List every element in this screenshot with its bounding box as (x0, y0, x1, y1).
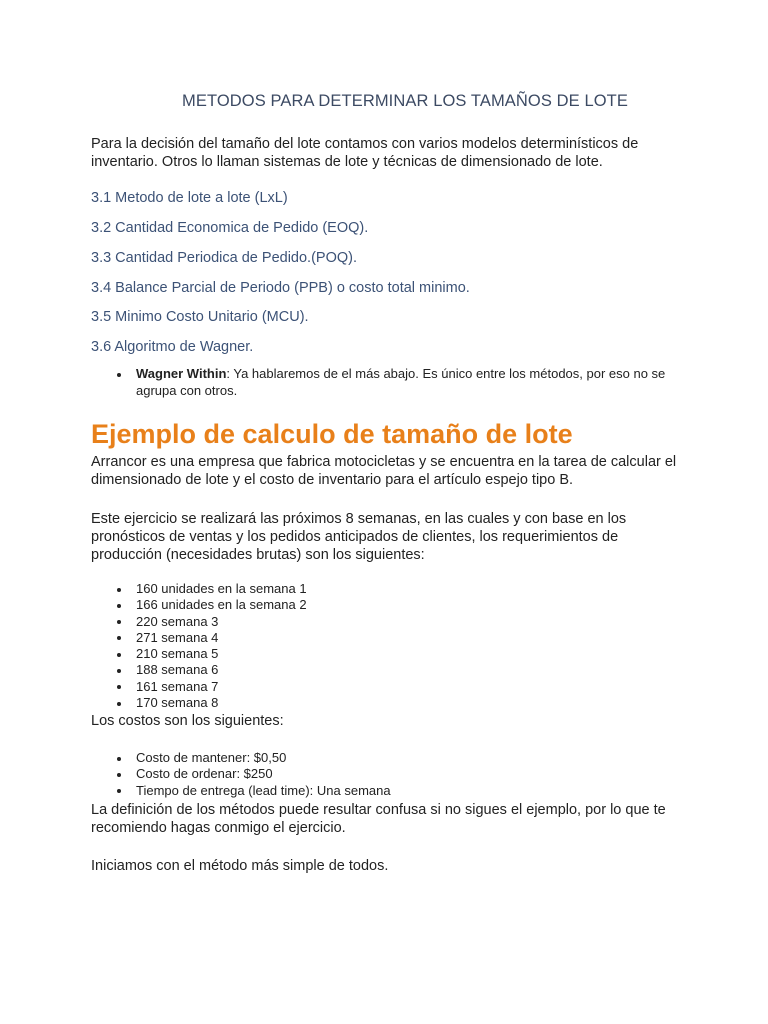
list-item: 220 semana 3 (117, 614, 307, 630)
toc-item-eoq: 3.2 Cantidad Economica de Pedido (EOQ). (91, 220, 369, 236)
list-item: Tiempo de entrega (lead time): Una semana (117, 783, 391, 799)
page-title: METODOS PARA DETERMINAR LOS TAMAÑOS DE LOTE (182, 92, 628, 110)
wagner-bullet (117, 366, 696, 399)
example-paragraph-2: Este ejercicio se realizará las próximos 8 semanas, en las cuales y con base en los pronósticos de ventas y los pedidos anticipados de clientes, los requerimientos de producción (necesidades brutas) son los siguientes: (91, 511, 627, 563)
costs-intro: Los costos son los siguientes: (91, 713, 284, 729)
list-item: Costo de mantener: $0,50 (117, 750, 391, 766)
list-item: 166 unidades en la semana 2 (117, 597, 307, 613)
wagner-bold-label: Wagner Within (136, 366, 227, 381)
wagner-description: : Ya hablaremos de el más abajo. Es único entre los métodos, por eso no se agrupa con otros. (136, 366, 666, 398)
toc-item-poq: 3.3 Cantidad Periodica de Pedido.(POQ). (91, 250, 357, 266)
list-item: 271 semana 4 (117, 630, 307, 646)
toc-item-lxl: 3.1 Metodo de lote a lote (LxL) (91, 190, 288, 206)
example-paragraph-1: Arrancor es una empresa que fabrica motocicletas y se encuentra en la tarea de calcular el dimensionado de lote y el costo de inventario para el artículo espejo tipo B. (91, 454, 677, 488)
toc-item-mcu: 3.5 Minimo Costo Unitario (MCU). (91, 309, 309, 325)
list-item: 161 semana 7 (117, 679, 307, 695)
list-item: 210 semana 5 (117, 646, 307, 662)
intro-paragraph: Para la decisión del tamaño del lote contamos con varios modelos determinísticos de inventario. Otros lo llaman sistemas de lote y técnicas de dimensionado de lote. (91, 136, 639, 170)
closing-paragraph: Iniciamos con el método más simple de todos. (91, 858, 389, 874)
toc-item-wagner: 3.6 Algoritmo de Wagner. (91, 339, 254, 355)
list-item: 170 semana 8 (117, 695, 307, 711)
list-item: Costo de ordenar: $250 (117, 766, 391, 782)
definition-note: La definición de los métodos puede resultar confusa si no sigues el ejemplo, por lo que te recomiendo hagas conmigo el ejercicio. (91, 802, 666, 836)
example-heading: Ejemplo de calculo de tamaño de lote (91, 419, 573, 449)
list-item: 188 semana 6 (117, 662, 307, 678)
costs-list (117, 750, 391, 799)
requirements-list (117, 581, 307, 711)
list-item: 160 unidades en la semana 1 (117, 581, 307, 597)
toc-item-ppb: 3.4 Balance Parcial de Periodo (PPB) o costo total minimo. (91, 280, 470, 296)
